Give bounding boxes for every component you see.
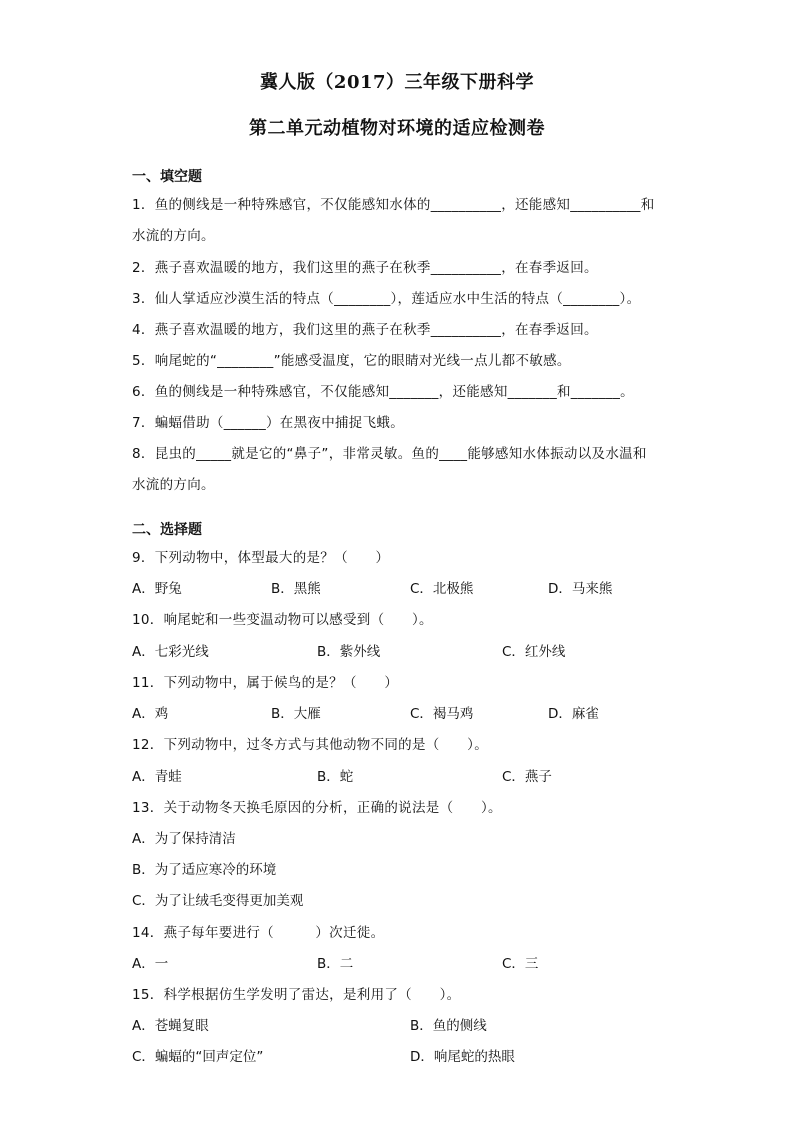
choice-option: C．蝙蝠的“回声定位” (132, 1049, 264, 1065)
choice-option: A．为了保持清洁 (132, 831, 236, 847)
page-subtitle: 第二单元动植物对环境的适应检测卷 (249, 118, 545, 139)
page-title: 冀人版（2017）三年级下册科学 (259, 72, 535, 93)
choice-option: B．黑熊 (271, 581, 321, 597)
question-stem: 14．燕子每年要进行（ ）次迁徙。 (132, 925, 385, 941)
choice-option: A．青蛙 (132, 769, 182, 785)
question-line: 2．燕子喜欢温暖的地方，我们这里的燕子在秋季__________，在春季返回。 (132, 260, 598, 276)
question-stem: 12．下列动物中，过冬方式与其他动物不同的是（ ）。 (132, 737, 489, 753)
question-stem: 13．关于动物冬天换毛原因的分析，正确的说法是（ ）。 (132, 800, 502, 816)
question-line: 1．鱼的侧线是一种特殊感官，不仅能感知水体的__________，还能感知__________和 (132, 197, 655, 213)
choice-option: A．七彩光线 (132, 644, 209, 660)
choice-option: B．大雁 (271, 706, 321, 722)
question-line: 水流的方向。 (132, 228, 215, 244)
question-stem: 15．科学根据仿生学发明了雷达，是利用了（ ）。 (132, 987, 461, 1003)
choice-option: A．野兔 (132, 581, 182, 597)
choice-option: A．一 (132, 956, 169, 972)
question-stem: 10．响尾蛇和一些变温动物可以感受到（ ）。 (132, 612, 433, 628)
section-heading-multiple-choice: 二、选择题 (132, 522, 202, 538)
choice-option: B．鱼的侧线 (410, 1018, 487, 1034)
choice-option: A．苍蝇复眼 (132, 1018, 209, 1034)
choice-option: C．红外线 (502, 644, 566, 660)
question-line: 8．昆虫的_____就是它的“鼻子”，非常灵敏。鱼的____能够感知水体振动以及水温和 (132, 446, 647, 462)
choice-option: B．二 (317, 956, 354, 972)
choice-option: C．北极熊 (410, 581, 474, 597)
question-line: 7．蝙蝠借助（______）在黑夜中捕捉飞蛾。 (132, 415, 404, 431)
question-stem: 9．下列动物中，体型最大的是？（ ） (132, 550, 390, 566)
choice-option: B．蛇 (317, 769, 354, 785)
section-heading-fill-in: 一、填空题 (132, 169, 202, 185)
choice-option: C．燕子 (502, 769, 552, 785)
choice-option: C．三 (502, 956, 539, 972)
choice-option: D．马来熊 (548, 581, 613, 597)
choice-option: C．为了让绒毛变得更加美观 (132, 893, 304, 909)
question-line: 4．燕子喜欢温暖的地方，我们这里的燕子在秋季__________，在春季返回。 (132, 322, 598, 338)
choice-option: C．褐马鸡 (410, 706, 474, 722)
question-line: 水流的方向。 (132, 477, 215, 493)
question-line: 3．仙人掌适应沙漠生活的特点（________），莲适应水中生活的特点（________）。 (132, 291, 641, 307)
question-line: 5．响尾蛇的“________”能感受温度，它的眼睛对光线一点儿都不敏感。 (132, 353, 571, 369)
choice-option: D．麻雀 (548, 706, 599, 722)
question-stem: 11．下列动物中，属于候鸟的是？（ ） (132, 675, 399, 691)
choice-option: A．鸡 (132, 706, 169, 722)
choice-option: B．为了适应寒冷的环境 (132, 862, 277, 878)
question-line: 6．鱼的侧线是一种特殊感官，不仅能感知_______，还能感知_______和_______。 (132, 384, 634, 400)
choice-option: B．紫外线 (317, 644, 381, 660)
choice-option: D．响尾蛇的热眼 (410, 1049, 515, 1065)
